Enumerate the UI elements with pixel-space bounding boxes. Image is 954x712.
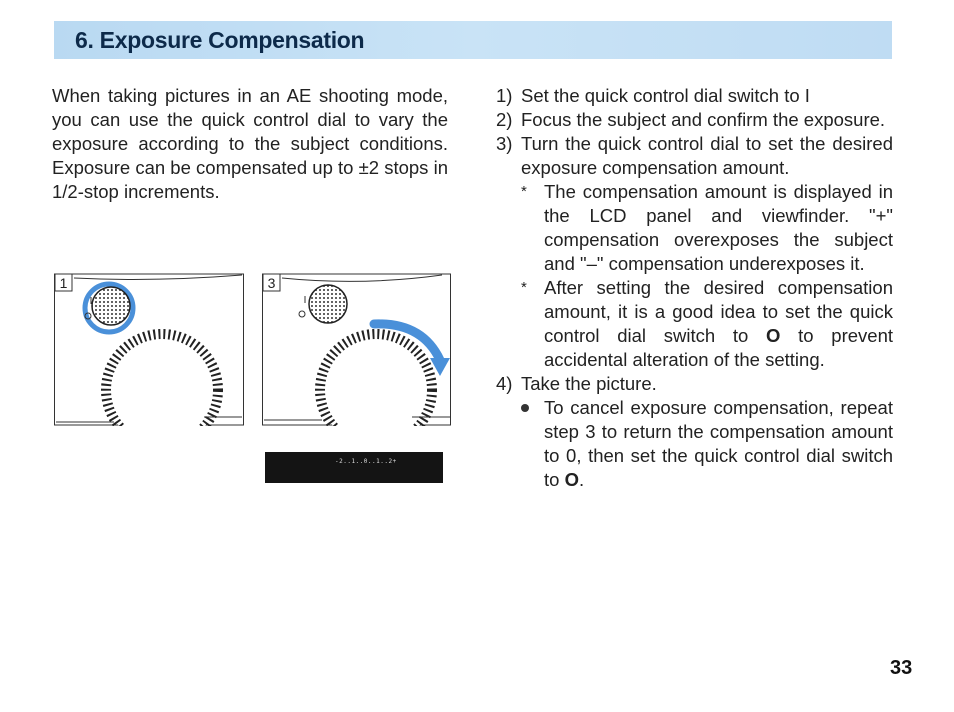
bullet-text-part: To cancel exposure compensation, repeat step 3 to return the compensation amount to 0, then set the quick control dial switch to — [544, 397, 893, 490]
figure-1-dial-illustration — [54, 272, 244, 426]
figure-1-label: 1 — [59, 275, 68, 291]
page-number: 33 — [890, 657, 913, 679]
note-text — [544, 276, 893, 372]
note-text-part-a: After setting the desired compensation amount, it is a good idea to set the quick control dial switch to — [544, 277, 893, 346]
bullet-text: To cancel exposure compensation, repeat step 3 to return the compensation amount to 0, then set the quick control dial switch to O. — [544, 397, 893, 490]
lcd-scale-text: -2..1..0..1..2+ — [335, 458, 397, 465]
asterisk-icon: * — [521, 183, 527, 200]
step-text: Set the quick control dial switch to I — [521, 85, 810, 106]
lcd-panel-illustration — [265, 452, 443, 483]
step-1 — [496, 84, 893, 108]
step-3 — [496, 132, 893, 180]
note-switch-setting — [521, 276, 893, 372]
step-2 — [496, 108, 893, 132]
step-number: 2) — [496, 109, 513, 130]
intro-paragraph: When taking pictures in an AE shooting mode, you can use the quick control dial to vary the exposure according to the subject conditions. Exposure can be compensated up to ±2 stops in 1/2-stop increments. — [52, 85, 448, 202]
step-text: Turn the quick control dial to set the desired exposure compensation amount. — [521, 133, 893, 178]
note-text-part-b: to prevent accidental alteration of the setting. — [544, 325, 893, 370]
step-number: 4) — [496, 373, 513, 394]
bullet-icon — [521, 396, 544, 492]
bullet-cancel-compensation — [521, 396, 893, 492]
note-text: The compensation amount is displayed in the LCD panel and viewfinder. "+" compensation overexposes the subject and "–" compensation underexposes it. — [544, 181, 893, 274]
step-text: Take the picture. — [521, 373, 657, 394]
dial-off-symbol: O — [766, 325, 781, 346]
section-title: 6. Exposure Compensation — [75, 27, 365, 53]
figure-3-dial-illustration — [262, 272, 452, 426]
dial-off-symbol: O — [564, 469, 579, 490]
note-lcd-display — [521, 180, 893, 276]
step-text: Focus the subject and confirm the exposure. — [521, 109, 886, 130]
step-4 — [496, 372, 893, 396]
instruction-steps — [496, 84, 893, 492]
figure-3-label: 3 — [267, 275, 276, 291]
asterisk-icon: * — [521, 279, 527, 296]
step-number: 1) — [496, 85, 513, 106]
section-title-bar — [54, 21, 892, 59]
step-number: 3) — [496, 133, 513, 154]
